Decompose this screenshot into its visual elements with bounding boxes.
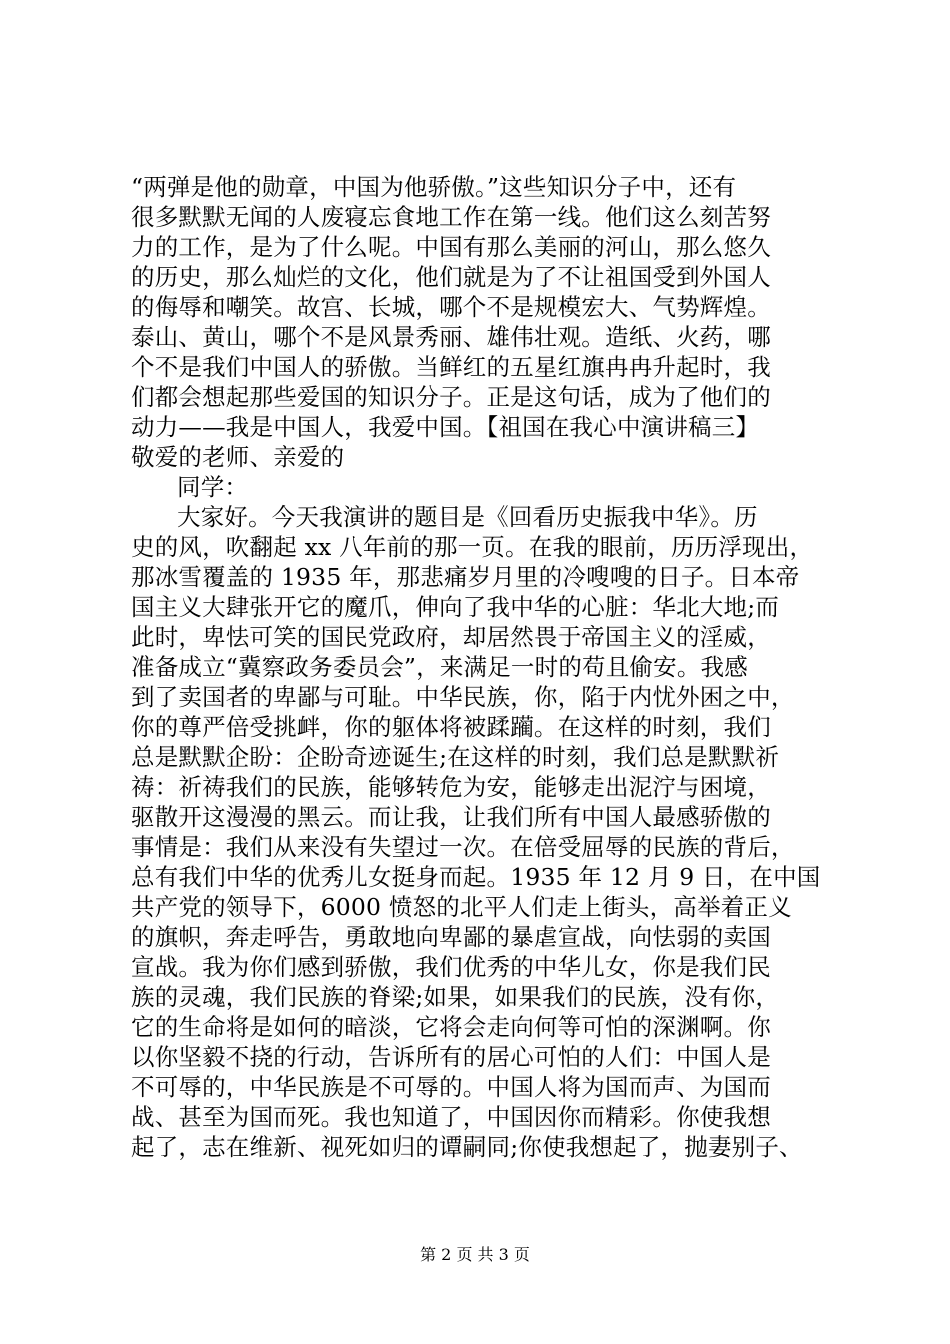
text-line: 祷：祈祷我们的民族，能够转危为安，能够走出泥泞与困境， bbox=[131, 773, 771, 801]
salutation-line: 同学： bbox=[177, 473, 249, 501]
text-line: 宣战。我为你们感到骄傲，我们优秀的中华儿女，你是我们民 bbox=[131, 953, 771, 981]
text-line: 史的风，吹翻起 xx 八年前的那一页。在我的眼前，历历浮现出， bbox=[131, 533, 814, 561]
text-line: 个不是我们中国人的骄傲。当鲜红的五星红旗冉冉升起时，我 bbox=[131, 353, 771, 381]
text-line: 此时，卑怯可笑的国民党政府，却居然畏于帝国主义的淫威， bbox=[131, 623, 771, 651]
text-line: 到了卖国者的卑鄙与可耻。中华民族，你，陷于内忧外困之中， bbox=[131, 683, 795, 711]
text-line: 的历史，那么灿烂的文化，他们就是为了不让祖国受到外国人 bbox=[131, 263, 771, 291]
text-line: 们都会想起那些爱国的知识分子。正是这句话，成为了他们的 bbox=[131, 383, 771, 411]
text-line: 泰山、黄山，哪个不是风景秀丽、雄伟壮观。造纸、火药，哪 bbox=[131, 323, 771, 351]
text-line: 准备成立“冀察政务委员会”，来满足一时的苟且偷安。我感 bbox=[131, 653, 748, 681]
text-line: 的侮辱和嘲笑。故宫、长城，哪个不是规模宏大、气势辉煌。 bbox=[131, 293, 771, 321]
text-line: 的旗帜，奔走呼告，勇敢地向卑鄙的暴虐宣战，向怯弱的卖国 bbox=[131, 923, 771, 951]
text-line: 动力——我是中国人，我爱中国。【祖国在我心中演讲稿三】 bbox=[131, 413, 760, 441]
text-line: 它的生命将是如何的暗淡，它将会走向何等可怕的深渊啊。你 bbox=[131, 1013, 771, 1041]
page-number-footer: 第 2 页 共 3 页 bbox=[420, 1245, 530, 1264]
text-line: 力的工作，是为了什么呢。中国有那么美丽的河山，那么悠久 bbox=[131, 233, 771, 261]
text-line: 很多默默无闻的人废寝忘食地工作在第一线。他们这么刻苦努 bbox=[131, 203, 771, 231]
body-text bbox=[131, 172, 827, 1162]
text-line: 你的尊严倍受挑衅，你的躯体将被蹂躏。在这样的时刻，我们 bbox=[131, 713, 771, 741]
text-line: 事情是：我们从来没有失望过一次。在倍受屈辱的民族的背后， bbox=[131, 833, 795, 861]
text-line: 不可辱的，中华民族是不可辱的。中国人将为国而声、为国而 bbox=[131, 1073, 771, 1101]
text-line: 驱散开这漫漫的黑云。而让我，让我们所有中国人最感骄傲的 bbox=[131, 803, 771, 831]
text-line: 战、甚至为国而死。我也知道了，中国因你而精彩。你使我想 bbox=[131, 1103, 771, 1131]
text-line: “两弹是他的勋章，中国为他骄傲。”这些知识分子中，还有 bbox=[131, 173, 737, 201]
text-line: 总有我们中华的优秀儿女挺身而起。1935 年 12 月 9 日，在中国 bbox=[131, 863, 821, 891]
text-line: 国主义大肆张开它的魔爪，伸向了我中华的心脏：华北大地;而 bbox=[131, 593, 780, 621]
text-line: 起了，志在维新、视死如归的谭嗣同;你使我想起了，抛妻别子、 bbox=[131, 1133, 803, 1161]
text-line: 以你坚毅不挠的行动，告诉所有的居心可怕的人们：中国人是 bbox=[131, 1043, 771, 1071]
text-line: 总是默默企盼：企盼奇迹诞生;在这样的时刻，我们总是默默祈 bbox=[131, 743, 780, 771]
text-line: 敬爱的老师、亲爱的 bbox=[131, 443, 345, 471]
paragraph-start-line: 大家好。今天我演讲的题目是《回看历史振我中华》。历 bbox=[177, 503, 758, 531]
text-line: 族的灵魂，我们民族的脊梁;如果，如果我们的民族，没有你， bbox=[131, 983, 780, 1011]
text-line: 共产党的领导下，6000 愤怒的北平人们走上街头，高举着正义 bbox=[131, 893, 792, 921]
text-line: 那冰雪覆盖的 1935 年，那悲痛岁月里的冷嗖嗖的日子。日本帝 bbox=[131, 563, 800, 591]
